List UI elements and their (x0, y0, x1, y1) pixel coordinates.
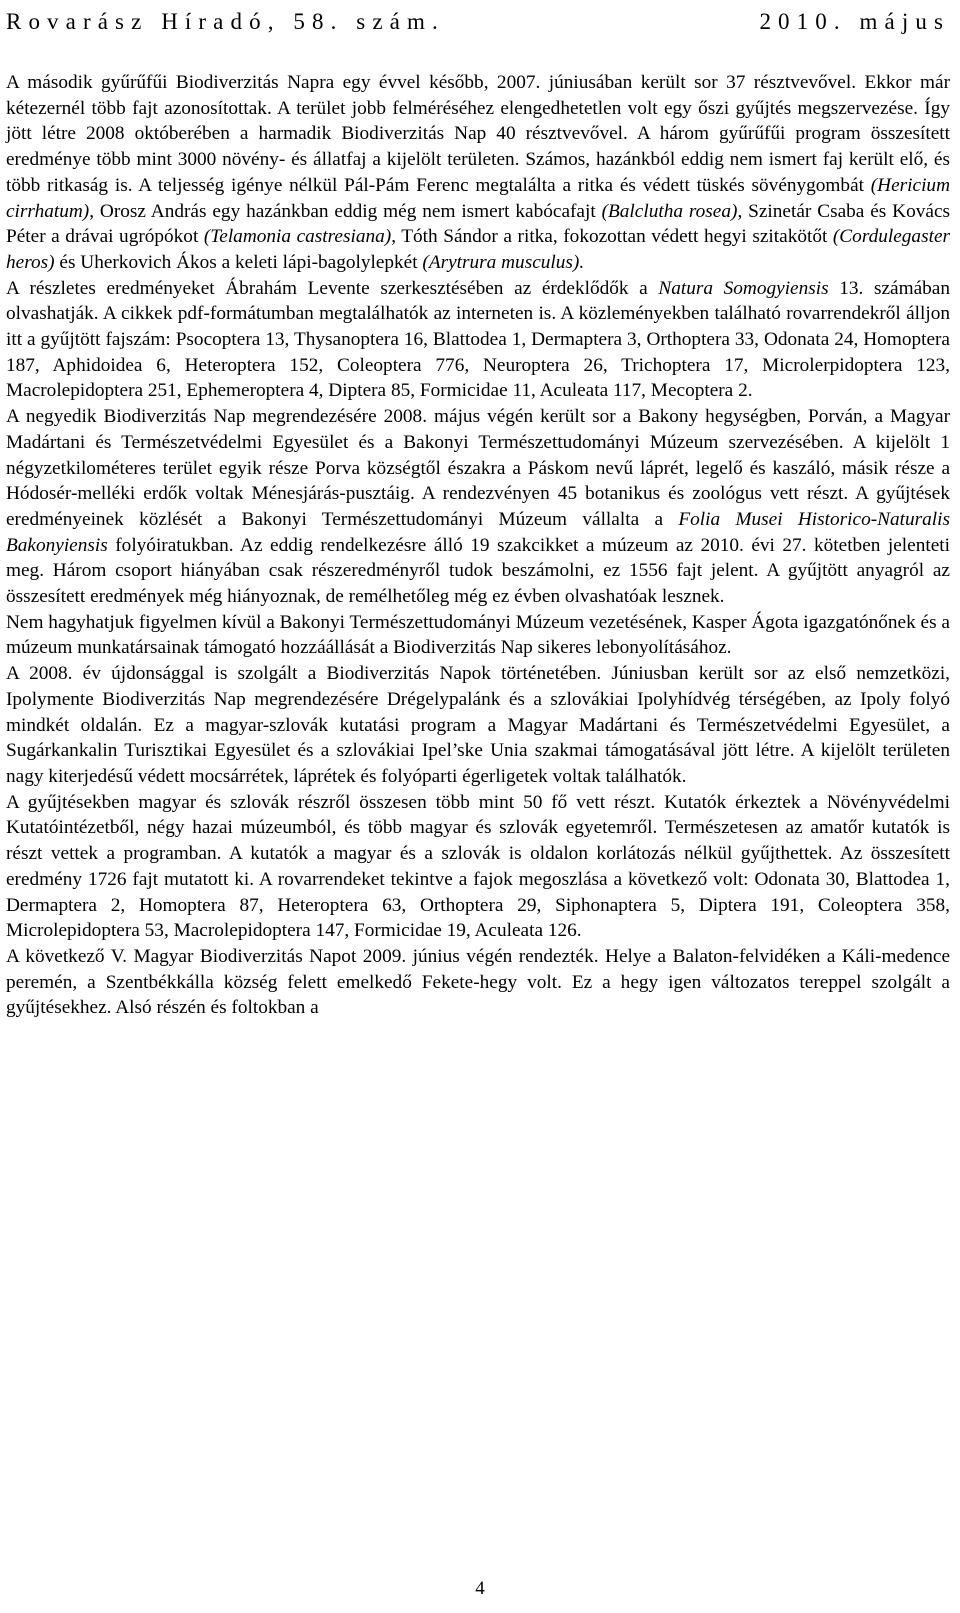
header-issue-date: 2010. május (759, 9, 950, 34)
text-run: 13. számában olvashatják. A cikkek pdf-formátumban megtalálhatók az interneten is. A közleményekben található rovarrendekről álljon itt a gyűjtött fajszám: Psocoptera 13, Thysanoptera 16, Blattodea 1, Dermaptera 3, Orthoptera 33, Odonata 24, Homoptera 187, Aphidoidea 6, Heteroptera 152, Coleoptera 776, Neuroptera 26, Trichoptera 17, Microlerpidoptera 123, Macrolepidoptera 251, Ephemeroptera 4, Diptera 85, Formicidae 11, Aculeata 117, Mecoptera 2. (6, 277, 950, 402)
species-name: (Cordulegaster heros) (6, 226, 950, 273)
text-run: , Tóth Sándor a ritka, fokozottan védett hegyi szitakötőt (391, 226, 833, 248)
paragraph (6, 70, 950, 276)
article-body (6, 70, 950, 1021)
journal-title: Natura Somogyiensis (658, 277, 829, 299)
text-run: , Szinetár Csaba és Kovács Péter a drávai ugrópókot (6, 200, 951, 248)
text-run: folyóiratukban. Az eddig rendelkezésre álló 19 szakcikket a múzeum az 2010. évi 27. kötetben jelenteti meg. Három csoport hiányában csak részeredményről tudok beszámolni, ez 1556 fajt jelent. A gyűjtött anyagról az összesített eredmények még hiányoznak, de remélhetőleg még ez évben olvashatóak lesznek. (6, 534, 950, 608)
paragraph (6, 276, 950, 405)
paragraph (6, 610, 950, 661)
running-header (6, 2, 950, 42)
species-name: (Arytrura musculus). (422, 251, 585, 273)
text-run: A második gyűrűfűi Biodiverzitás Napra egy évvel később, 2007. júniusában került sor 37 résztvevővel. Ekkor már kétezernél több fajt azonosítottak. A terület jobb felméréséhez elengedhetetlen volt egy őszi gyűjtés megszervezése. Így jött létre 2008 októberében a harmadik Biodiverzitás Nap 40 résztvevővel. A három gyűrűfűi program összesített eredménye több mint 3000 növény- és állatfaj a kijelölt területen. Számos, hazánkból eddig nem ismert faj került elő, és több ritkaság is. A teljesség igénye nélkül Pál-Pám Ferenc megtalálta a ritka és védett tüskés sövénygombát (6, 72, 950, 196)
header-publication-title: Rovarász Híradó, 58. szám. (6, 9, 445, 34)
text-run: A részletes eredményeket Ábrahám Levente szerkesztésében az érdeklődők a (6, 277, 659, 299)
text-run: Nem hagyhatjuk figyelmen kívül a Bakonyi Természettudományi Múzeum vezetésének, Kasper Ágota igazgatónőnek és a múzeum munkatársainak támogató hozzáállását a Biodiverzitás Nap sikeres lebonyolításához. (6, 611, 950, 659)
paragraph (6, 661, 950, 790)
text-run: A következő V. Magyar Biodiverzitás Napot 2009. június végén rendezték. Helye a Balaton-felvidéken a Káli-medence peremén, a Szentbékkálla község felett emelkedő Fekete-hegy volt. Ez a hegy igen változatos tereppel szolgált a gyűjtésekhez. Alsó részén és foltokban a (6, 945, 950, 1019)
paragraph (6, 944, 950, 1021)
journal-title: Folia Musei Historico-Naturalis Bakonyiensis (6, 508, 951, 556)
paragraph (6, 404, 950, 610)
text-run: A negyedik Biodiverzitás Nap megrendezésére 2008. május végén került sor a Bakony hegységben, Porván, a Magyar Madártani és Természetvédelmi Egyesület és a Bakonyi Természettudományi Múzeum szervezésében. A kijelölt 1 négyzetkilométeres terület egyik része Porva községtől északra a Páskom nevű láprét, legelő és kaszáló, másik része a Hódosér-melléki erdők voltak Ménesjárás-pusztáig. A rendezvényen 45 botanikus és zoológus vett részt. A gyűjtések eredményeinek közlését a Bakonyi Természettudományi Múzeum vállalta a (6, 406, 950, 530)
page-number: 4 (475, 1578, 485, 1599)
text-run: A 2008. év újdonsággal is szolgált a Biodiverzitás Napok történetében. Júniusban került sor az első nemzetközi, Ipolymente Biodiverzitás Nap megrendezésére Drégelypalánk és a szlovákiai Ipolyhídvég térségében, az Ipoly folyó mindkét oldalán. Ez a magyar-szlovák kutatási program a Magyar Madártani és Természetvédelmi Egyesület, a Sugárkankalin Turisztikai Egyesület és a szlovákiai Ipel’ske Unia szakmai támogatásával jött létre. A kijelölt területen nagy kiterjedésű védett mocsárrétek, láprétek és folyóparti égerligetek voltak találhatók. (6, 663, 950, 787)
text-run: , Orosz András egy hazánkban eddig még nem ismert kabócafajt (89, 200, 602, 222)
text-run: A gyűjtésekben magyar és szlovák részről összesen több mint 50 fő vett részt. Kutatók érkeztek a Növényvédelmi Kutatóintézetből, négy hazai múzeumból, és több magyar és szlovák egyetemről. Természetesen az amatőr kutatók is részt vettek a programban. A kutatók a magyar és a szlovák is oldalon korlátozás nélkül gyűjthettek. Az összesített eredmény 1726 fajt mutatott ki. A rovarrendeket tekintve a fajok megoszlása a következő volt: Odonata 30, Blattodea 1, Dermaptera 2, Homoptera 87, Heteroptera 63, Orthoptera 29, Siphonaptera 5, Diptera 191, Coleoptera 358, Microlepidoptera 53, Macrolepidoptera 147, Formicidae 19, Aculeata 126. (6, 791, 950, 942)
species-name: (Balclutha rosea) (601, 200, 738, 222)
paragraph (6, 790, 950, 944)
text-run: és Uherkovich Ákos a keleti lápi-bagolylepkét (54, 251, 423, 273)
species-name: (Telamonia castresiana) (203, 226, 392, 248)
species-name: (Hericium cirrhatum) (6, 174, 950, 222)
